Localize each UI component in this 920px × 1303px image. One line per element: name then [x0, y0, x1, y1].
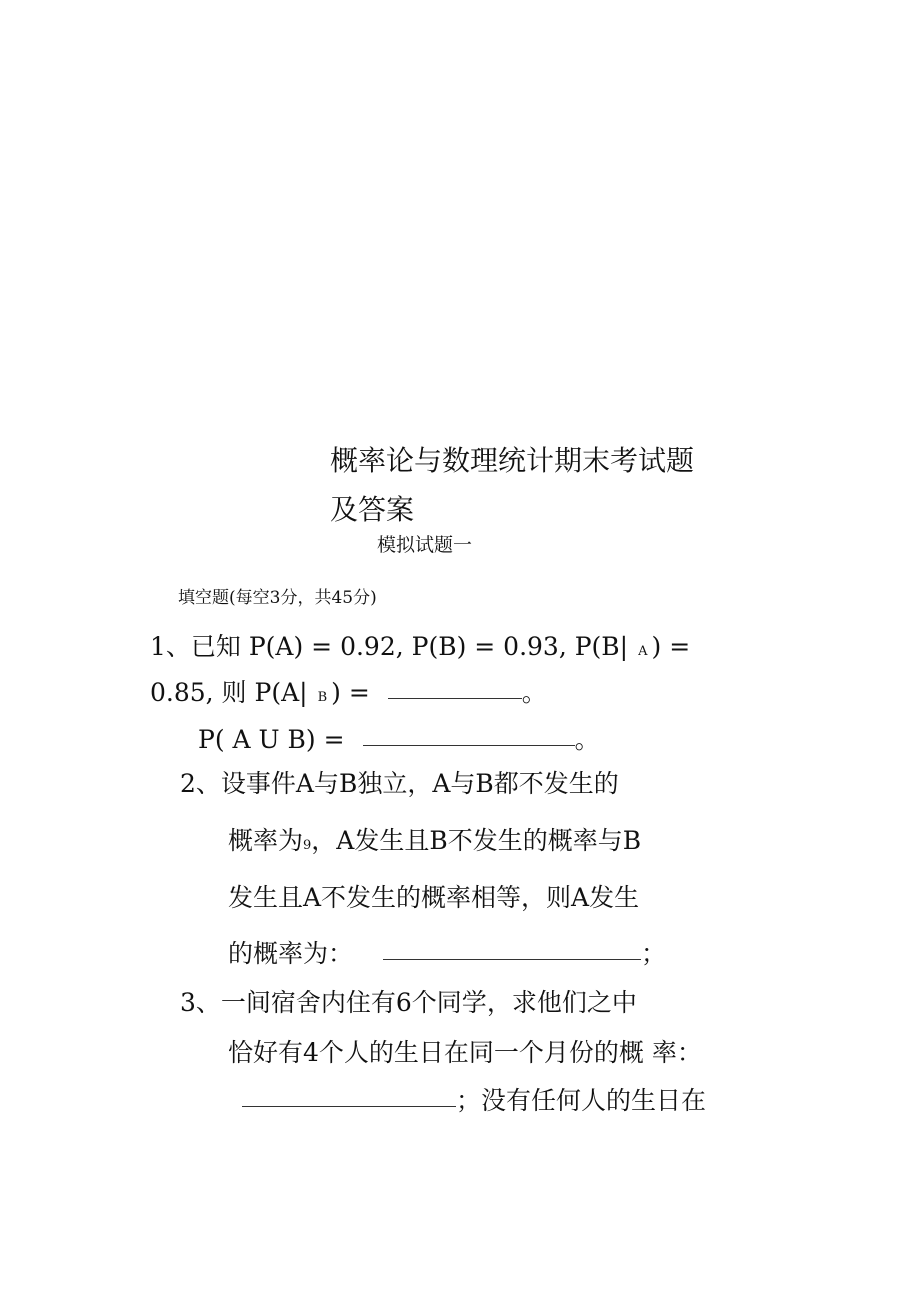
q1-line2 — [150, 680, 547, 705]
page-title-line1: 概率论与数理统计期末考试题 — [330, 444, 695, 477]
q1-line1 — [150, 634, 690, 659]
q2-line2-text-end: ，A发生且B不发生的概率与B — [311, 826, 642, 855]
q1-line2-period: 。 — [521, 678, 547, 707]
q2-line1: 2、设事件A与B独立，A与B都不发生的 — [180, 769, 619, 798]
section-heading: 填空题(每空3分，共45分) — [178, 588, 377, 608]
q3-line2: 恰好有4个人的生日在同一个月份的概 率： — [228, 1038, 702, 1067]
q1-line1-text-end: ) = — [651, 632, 691, 661]
q2-line4 — [228, 941, 666, 966]
q3-line3-text: ；没有任何人的生日在 — [456, 1086, 707, 1115]
answer-blank-q1-2[interactable] — [363, 745, 575, 746]
q1-line1-subscript: A — [638, 644, 648, 659]
page-title-line2: 及答案 — [330, 493, 415, 526]
q2-line4-text: 的概率为： — [228, 939, 354, 968]
q3-line3 — [242, 1088, 706, 1113]
q1-line2-text-end: ) = — [331, 678, 370, 707]
answer-blank-q2[interactable] — [383, 959, 641, 960]
q1-line2-subscript: B — [317, 690, 328, 705]
page-subtitle: 模拟试题一 — [377, 534, 473, 556]
q1-line2-text: 0.85, 则 P(A| — [150, 678, 308, 707]
answer-blank-q1-1[interactable] — [388, 698, 522, 699]
answer-blank-q3-1[interactable] — [242, 1106, 456, 1107]
q1-line1-text: 1、已知 P(A) = 0.92, P(B) = 0.93, P(B| — [150, 632, 629, 661]
q2-line2-small-digit: 9 — [303, 838, 312, 853]
q2-line3: 发生且A不发生的概率相等，则A发生 — [228, 883, 640, 912]
q1-line3 — [198, 727, 600, 752]
q1-line3-period: 。 — [574, 725, 600, 754]
q1-line3-text: P( A U B) = — [198, 725, 345, 754]
q2-line2 — [228, 828, 641, 853]
q2-line4-semicolon: ； — [641, 939, 667, 968]
q2-line2-text: 概率为 — [228, 826, 304, 855]
q3-line1: 3、一间宿舍内住有6个同学，求他们之中 — [180, 988, 637, 1017]
